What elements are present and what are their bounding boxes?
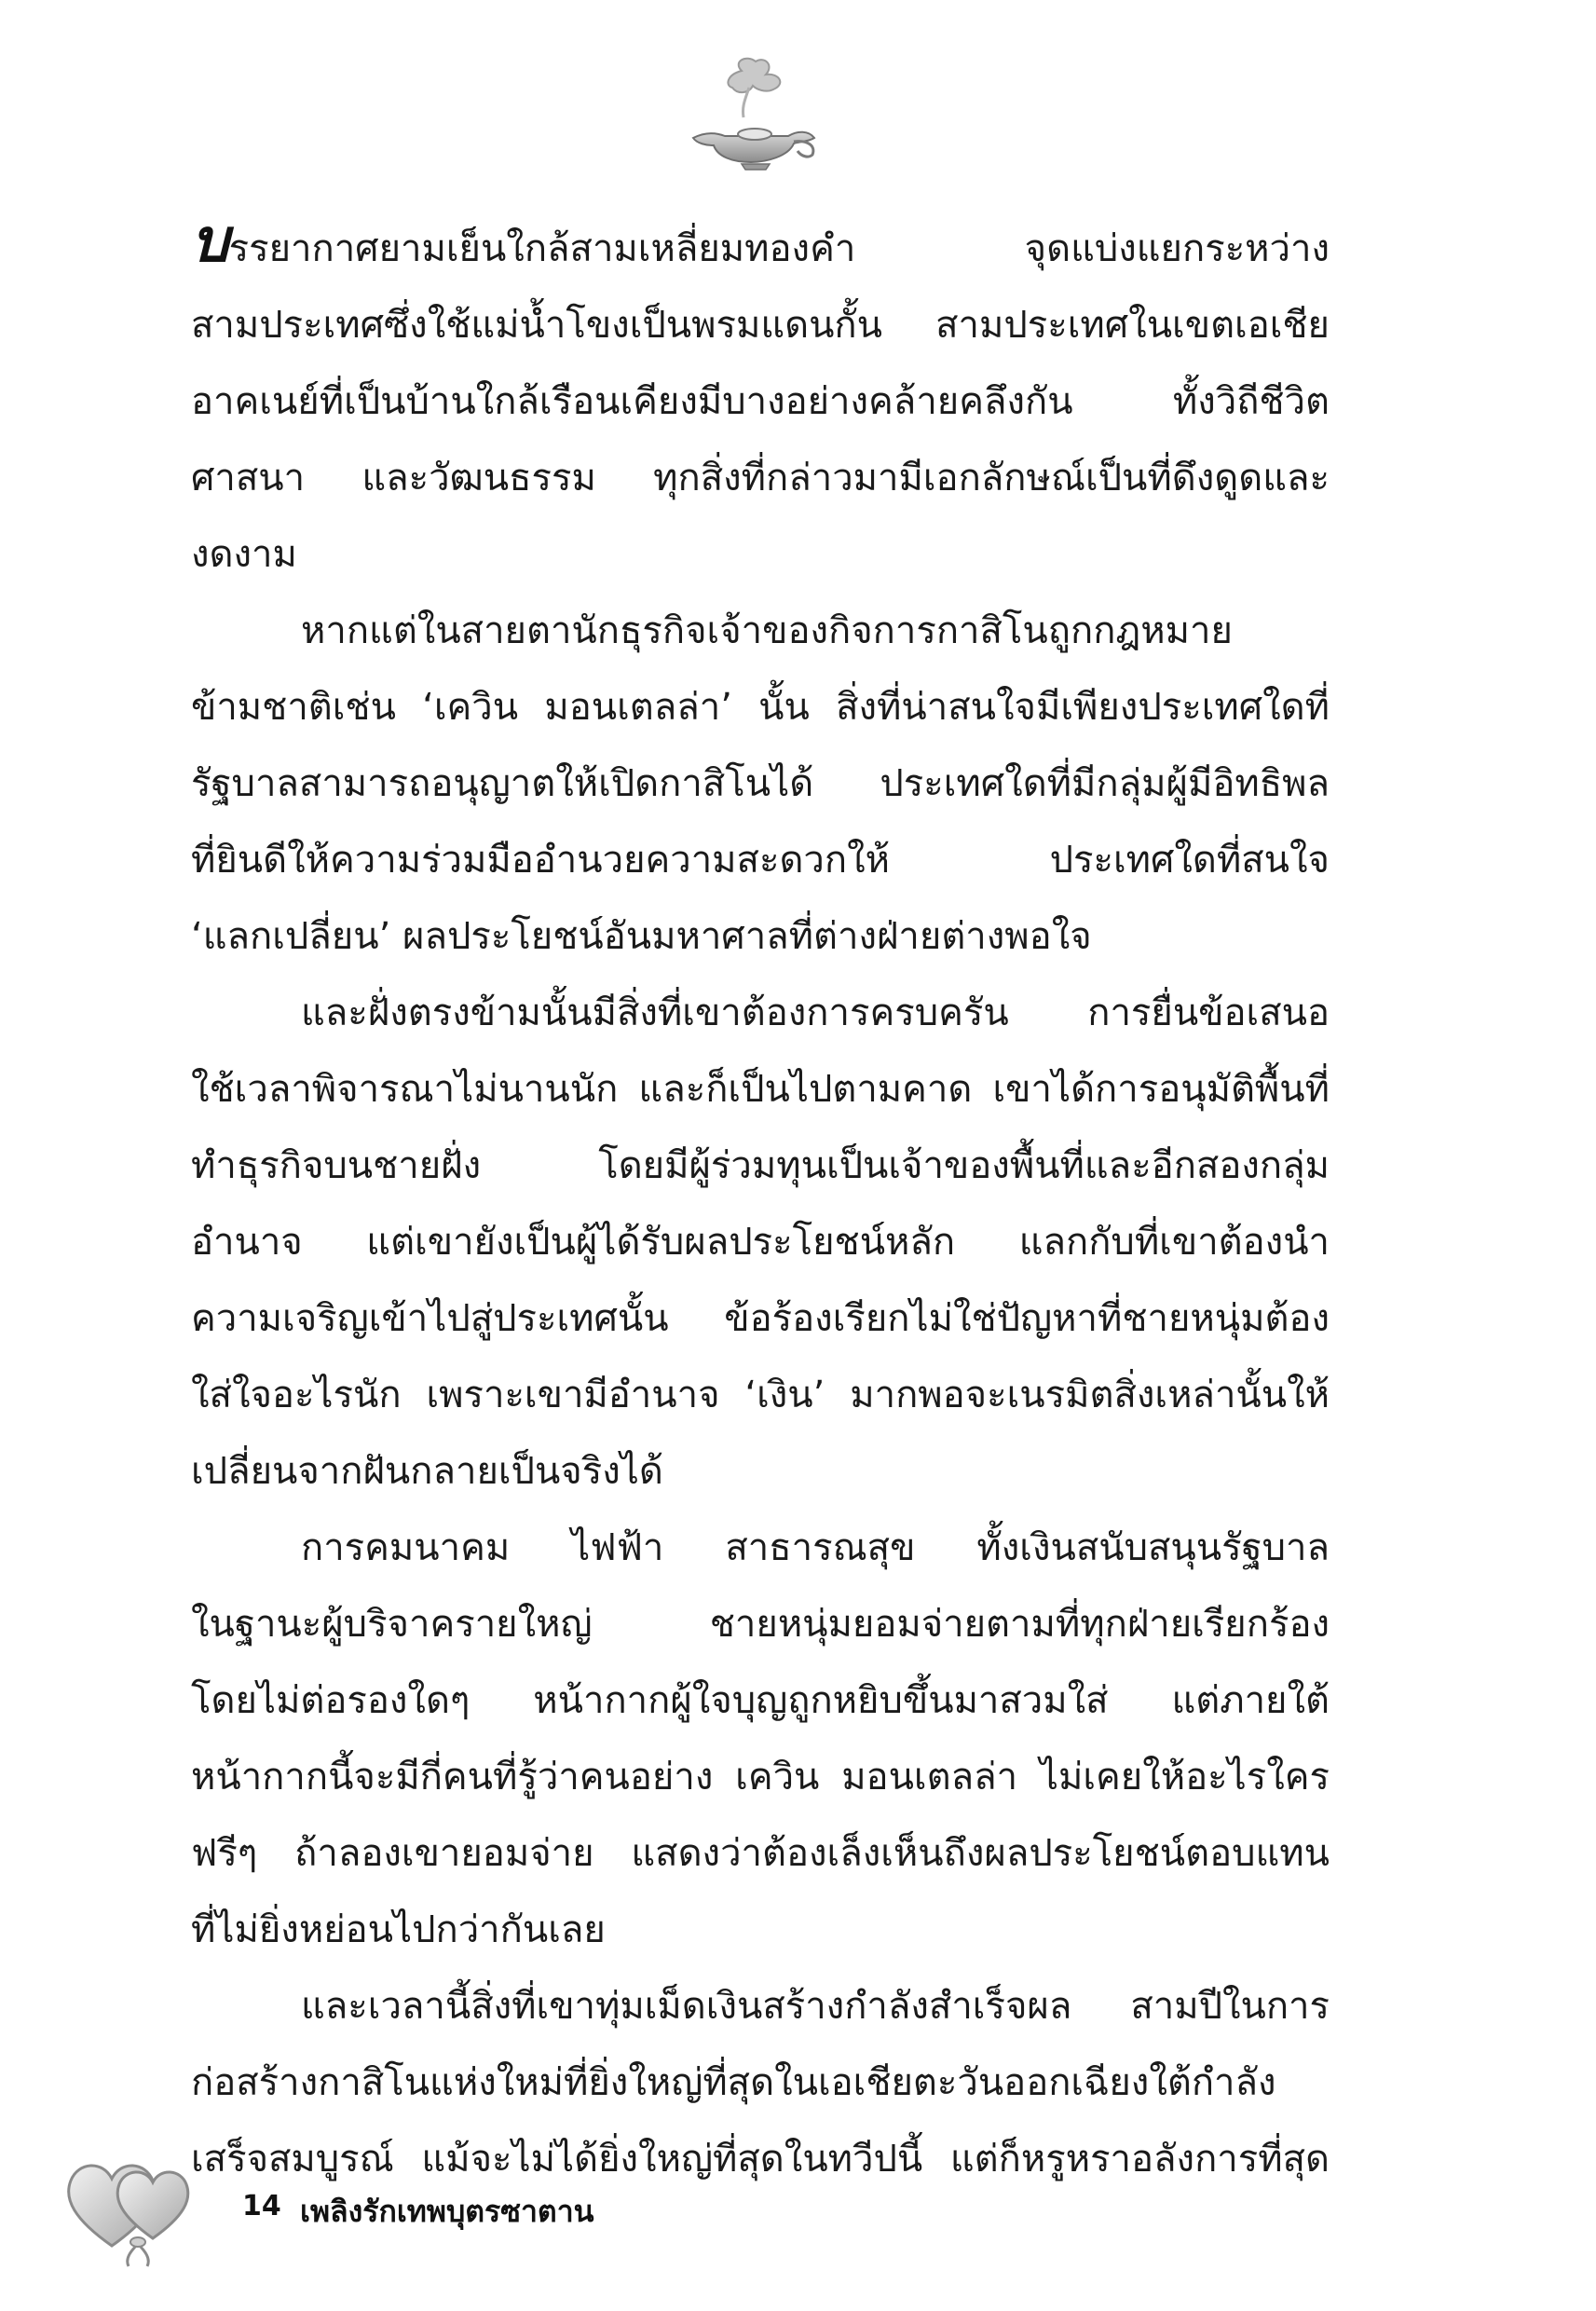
text-line: งดงาม: [191, 533, 297, 576]
page-footer: [56, 2134, 708, 2274]
text-line: โดยไม่ต่อรองใดๆ หน้ากากผู้ใจบุญถูกหยิบขึ้นมาสวมใส่ แต่ภายใต้: [191, 1679, 1330, 1722]
text-line: อาคเนย์ที่เป็นบ้านใกล้เรือนเคียงมีบางอย่างคล้ายคลึงกัน ทั้งวิถีชีวิต: [191, 380, 1330, 423]
text-line: อำนาจ แต่เขายังเป็นผู้ได้รับผลประโยชน์หลัก แลกกับที่เขาต้องนำ: [191, 1221, 1330, 1264]
text-line: ศาสนา และวัฒนธรรม ทุกสิ่งที่กล่าวมามีเอกลักษณ์เป็นที่ดึงดูดและ: [191, 457, 1330, 499]
text-line: ทำธุรกิจบนชายฝั่ง โดยมีผู้ร่วมทุนเป็นเจ้าของพื้นที่และอีกสองกลุ่ม: [191, 1144, 1330, 1187]
text-line: และเวลานี้สิ่งที่เขาทุ่มเม็ดเงินสร้างกำลังสำเร็จผล สามปีในการ: [301, 1985, 1330, 2028]
text-line: สามประเทศซึ่งใช้แม่น้ำโขงเป็นพรมแดนกั้น สามประเทศในเขตเอเชีย: [191, 304, 1330, 347]
hearts-ribbon-icon: [56, 2134, 224, 2274]
text-line: บรรยากาศยามเย็นใกล้สามเหลี่ยมทองคำ จุดแบ่งแยกระหว่าง: [191, 211, 1330, 287]
text-line: ใช้เวลาพิจารณาไม่นานนัก และก็เป็นไปตามคาด เขาได้การอนุมัติพื้นที่: [191, 1068, 1330, 1111]
text-line: ฟรีๆ ถ้าลองเขายอมจ่าย แสดงว่าต้องเล็งเห็นถึงผลประโยชน์ตอบแทน: [191, 1832, 1330, 1875]
page-number: 14: [242, 2190, 281, 2222]
book-title: เพลิงรักเทพบุตรซาตาน: [300, 2194, 594, 2229]
text-line: ‘แลกเปลี่ยน’ ผลประโยชน์อันมหาศาลที่ต่างฝ่ายต่างพอใจ: [191, 915, 1092, 958]
text-line: การคมนาคม ไฟฟ้า สาธารณสุข ทั้งเงินสนับสนุนรัฐบาล: [301, 1526, 1330, 1569]
text-line: ความเจริญเข้าไปสู่ประเทศนั้น ข้อร้องเรียกไม่ใช่ปัญหาที่ชายหนุ่มต้อง: [191, 1297, 1330, 1340]
text-line: ในฐานะผู้บริจาครายใหญ่ ชายหนุ่มยอมจ่ายตามที่ทุกฝ่ายเรียกร้อง: [191, 1603, 1330, 1646]
text-line: หากแต่ในสายตานักธุรกิจเจ้าของกิจการกาสิโนถูกกฎหมาย: [301, 609, 1233, 652]
text-line: เสร็จสมบูรณ์ แม้จะไม่ได้ยิ่งใหญ่ที่สุดในทวีปนี้ แต่ก็หรูหราอลังการที่สุด: [191, 2138, 1330, 2181]
text-line: เปลี่ยนจากฝันกลายเป็นจริงได้: [191, 1450, 663, 1493]
genie-lamp-icon: [676, 52, 825, 173]
text-line: ที่ยินดีให้ความร่วมมืออำนวยความสะดวกให้ ประเทศใดที่สนใจ: [191, 839, 1330, 882]
body-text: [191, 211, 1330, 2197]
text-line: และฝั่งตรงข้ามนั้นมีสิ่งที่เขาต้องการครบครัน การยื่นข้อเสนอ: [301, 991, 1330, 1034]
text-line: รัฐบาลสามารถอนุญาตให้เปิดกาสิโนได้ ประเทศใดที่มีกลุ่มผู้มีอิทธิพล: [191, 762, 1330, 805]
text-line: ก่อสร้างกาสิโนแห่งใหม่ที่ยิ่งใหญ่ที่สุดในเอเชียตะวันออกเฉียงใต้กำลัง: [191, 2061, 1276, 2104]
text-line: หน้ากากนี้จะมีกี่คนที่รู้ว่าคนอย่าง เควิน มอนเตลล่า ไม่เคยให้อะไรใคร: [191, 1756, 1330, 1798]
text-line: ใส่ใจอะไรนัก เพราะเขามีอำนาจ ‘เงิน’ มากพอจะเนรมิตสิ่งเหล่านั้นให้: [191, 1374, 1330, 1416]
text-line: ข้ามชาติเช่น ‘เควิน มอนเตลล่า’ นั้น สิ่งที่น่าสนใจมีเพียงประเทศใดที่: [191, 686, 1330, 729]
drop-cap: บ: [191, 211, 229, 276]
text-line: ที่ไม่ยิ่งหย่อนไปกว่ากันเลย: [191, 1908, 606, 1951]
